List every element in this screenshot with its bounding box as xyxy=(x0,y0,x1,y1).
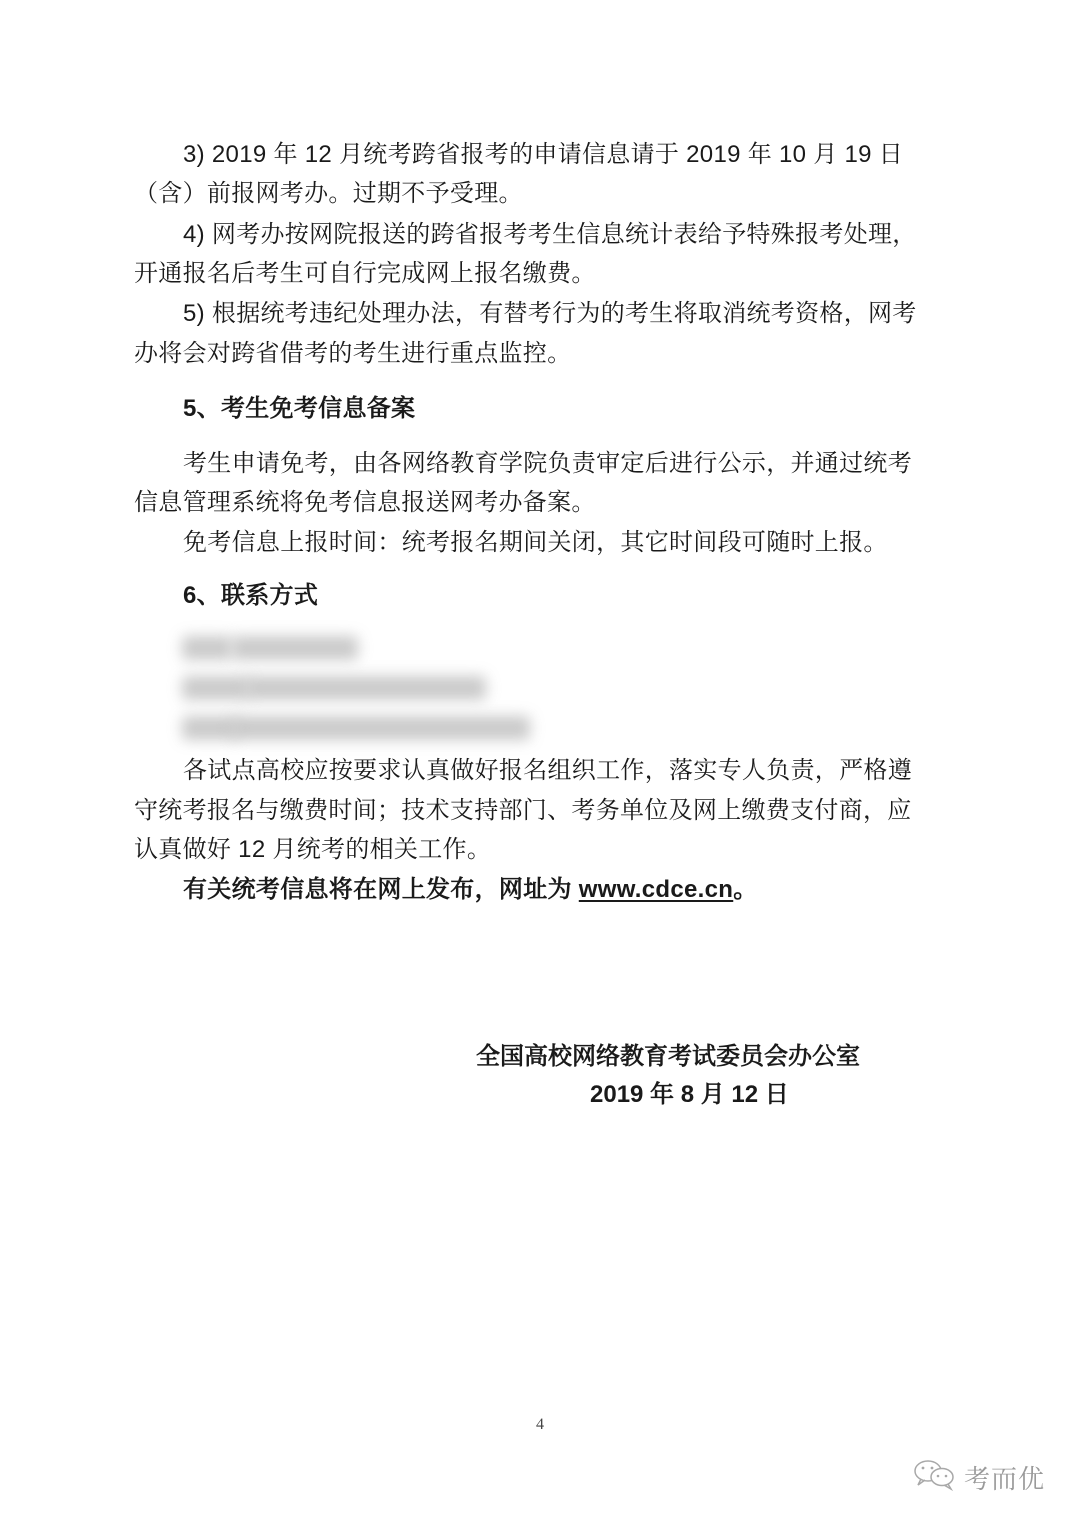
closing-para2-prefix: 有关统考信息将在网上发布，网址为 xyxy=(183,876,579,903)
closing-para2 xyxy=(183,875,758,905)
item3-line2: （含）前报网考办。过期不予受理。 xyxy=(134,180,523,207)
section5-para1-line1: 考生申请免考，由各网络教育学院负责审定后进行公示，并通过统考 xyxy=(183,450,912,477)
closing-para1-line2: 守统考报名与缴费时间；技术支持部门、考务单位及网上缴费支付商，应 xyxy=(134,797,912,824)
section6-heading: 6、联系方式 xyxy=(183,582,319,609)
item5-line2: 办将会对跨省借考的考生进行重点监控。 xyxy=(134,340,572,367)
wechat-icon xyxy=(912,1458,958,1497)
section5-para1-line2: 信息管理系统将免考信息报送网考办备案。 xyxy=(134,489,596,516)
closing-para1-line1: 各试点高校应按要求认真做好报名组织工作，落实专人负责，严格遵 xyxy=(183,757,912,784)
section5-para2: 免考信息上报时间：统考报名期间关闭，其它时间段可随时上报。 xyxy=(183,529,888,556)
watermark xyxy=(912,1458,1045,1497)
item5-line1: 5) 根据统考违纪处理办法，有替考行为的考生将取消统考资格，网考 xyxy=(183,300,917,327)
watermark-text: 考而优 xyxy=(964,1464,1046,1494)
signature-date: 2019 年 8 月 12 日 xyxy=(590,1081,789,1108)
closing-para2-suffix: 。 xyxy=(733,876,758,903)
item4-line2: 开通报名后考生可自行完成网上报名缴费。 xyxy=(134,260,596,287)
item4-line1: 4) 网考办按网院报送的跨省报考考生信息统计表给予特殊报考处理， xyxy=(183,221,917,248)
website-link[interactable]: www.cdce.cn xyxy=(578,876,734,903)
closing-para1-line3: 认真做好 12 月统考的相关工作。 xyxy=(134,836,492,863)
signature-org: 全国高校网络教育考试委员会办公室 xyxy=(476,1043,860,1070)
section5-heading: 5、考生免考信息备案 xyxy=(183,395,416,422)
item3-line1: 3) 2019 年 12 月统考跨省报考的申请信息请于 2019 年 10 月 19 日 xyxy=(183,141,904,168)
page-number: 4 xyxy=(536,1416,544,1433)
